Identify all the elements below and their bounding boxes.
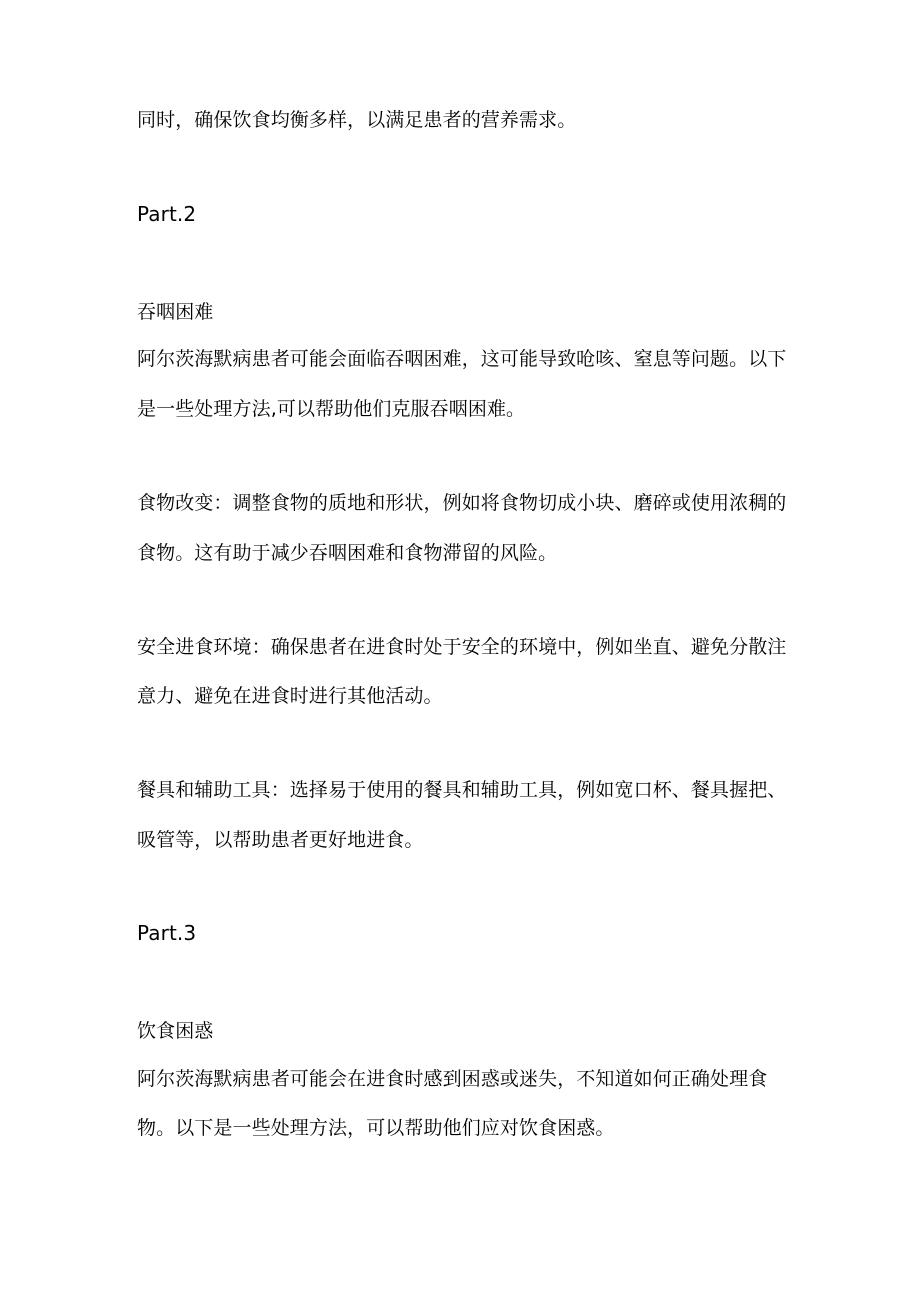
paragraph-line: 食物。这有助于减少吞咽困难和食物滞留的风险。 bbox=[137, 542, 558, 564]
paragraph-line: 餐具和辅助工具：选择易于使用的餐具和辅助工具，例如宽口杯、餐具握把、 bbox=[137, 779, 787, 801]
paragraph-line: 是一些处理方法,可以帮助他们克服吞咽困难。 bbox=[137, 398, 526, 420]
paragraph-line: 阿尔茨海默病患者可能会在进食时感到困惑或迷失，不知道如何正确处理食 bbox=[137, 1068, 768, 1090]
paragraph-line: 阿尔茨海默病患者可能会面临吞咽困难，这可能导致呛咳、窒息等问题。以下 bbox=[137, 348, 787, 370]
paragraph-line: 意力、避免在进食时进行其他活动。 bbox=[137, 685, 443, 707]
section-title-swallowing-difficulty: 吞咽困难 bbox=[137, 301, 214, 323]
paragraph-line: 食物改变：调整食物的质地和形状，例如将食物切成小块、磨碎或使用浓稠的 bbox=[137, 492, 787, 514]
paragraph-line: 同时，确保饮食均衡多样，以满足患者的营养需求。 bbox=[137, 109, 577, 131]
section-label-part-3: Part.3 bbox=[137, 921, 197, 945]
paragraph-line: 吸管等，以帮助患者更好地进食。 bbox=[137, 829, 424, 851]
paragraph-line: 安全进食环境：确保患者在进食时处于安全的环境中，例如坐直、避免分散注 bbox=[137, 636, 787, 658]
section-title-eating-confusion: 饮食困惑 bbox=[137, 1020, 214, 1042]
paragraph-line: 物。以下是一些处理方法，可以帮助他们应对饮食困惑。 bbox=[137, 1117, 615, 1139]
section-label-part-2: Part.2 bbox=[137, 202, 197, 226]
